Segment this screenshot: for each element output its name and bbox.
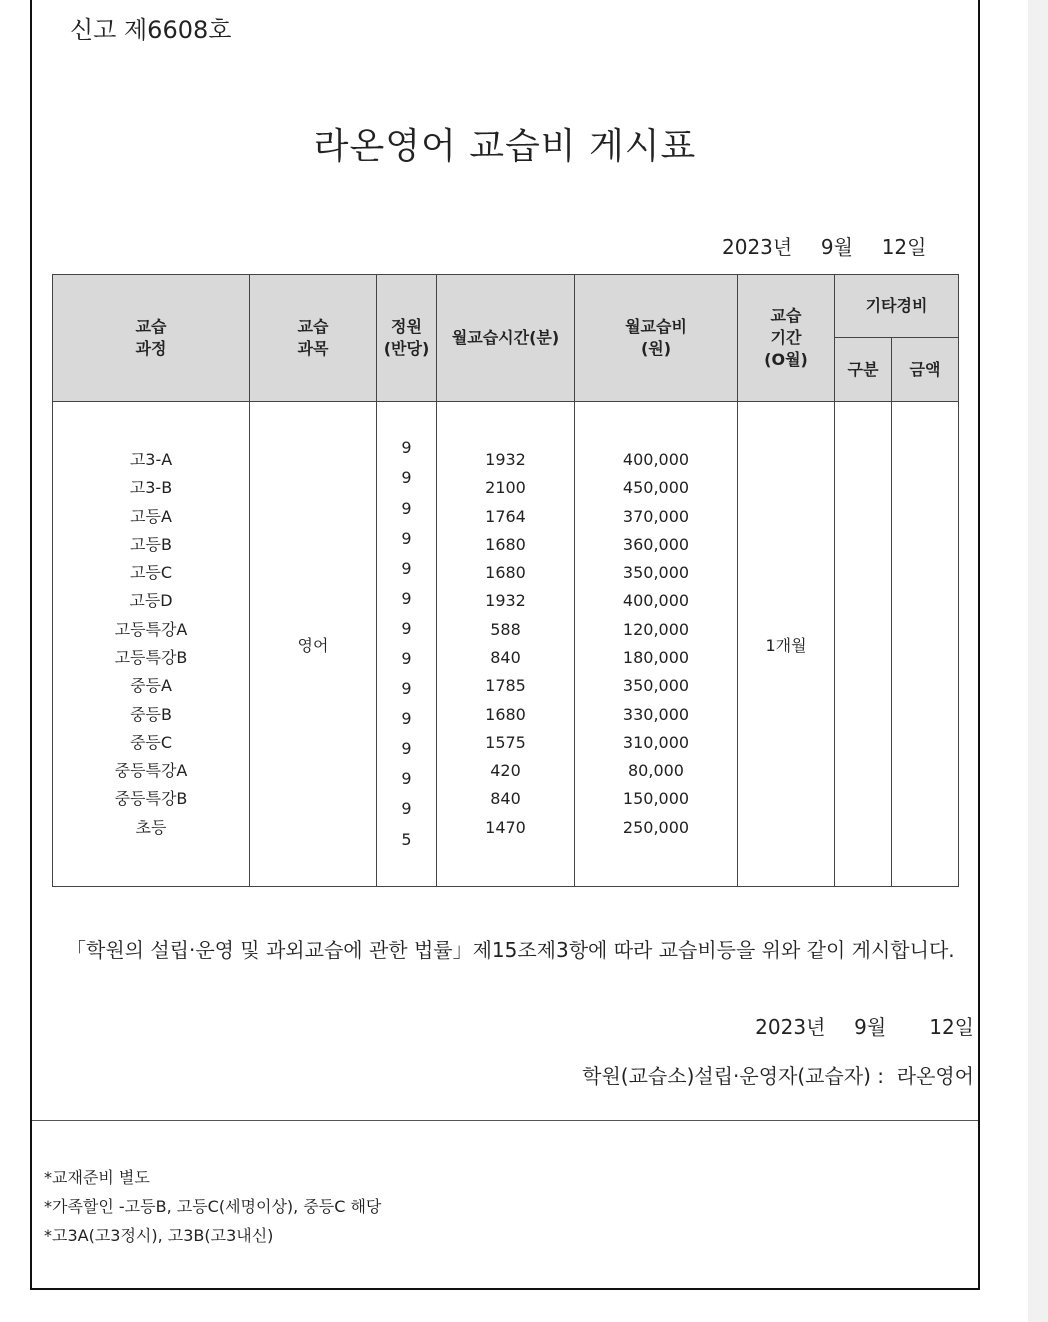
header-monthly-fee: 월교습비 (원) [575, 275, 738, 402]
course-name: 중등특강A [114, 761, 188, 781]
fee-value: 400,000 [622, 449, 690, 469]
minutes-value: 1785 [485, 676, 526, 696]
registration-number: 신고 제6608호 [70, 16, 232, 44]
minutes-value: 1764 [485, 506, 526, 526]
fee-notice-document [30, 0, 980, 1290]
fee-value: 150,000 [622, 789, 690, 809]
fee-value: 450,000 [622, 478, 690, 498]
minutes-value: 1470 [485, 817, 526, 837]
document-title: 라온영어 교습비 게시표 [313, 126, 697, 167]
minutes-value: 420 [490, 761, 521, 781]
header-period: 교습 기간 (O월) [738, 275, 835, 402]
header-other-expenses: 기타경비 [835, 275, 959, 338]
capacity-value: 9 [401, 618, 412, 638]
minutes-value: 2100 [485, 478, 526, 498]
course-name: 중등A [130, 676, 172, 696]
minutes-value: 840 [490, 648, 521, 667]
fee-value: 370,000 [622, 506, 690, 526]
course-name: 고등D [129, 591, 173, 611]
divider [32, 1120, 978, 1121]
fee-value: 400,000 [622, 591, 690, 611]
capacity-value: 9 [401, 588, 412, 608]
header-capacity: 정원 (반당) [377, 275, 437, 402]
header-other-type: 구분 [835, 338, 892, 402]
notes [44, 1163, 381, 1250]
fee-value: 330,000 [622, 704, 690, 724]
minutes-value: 1680 [485, 534, 526, 554]
header-subject: 교습 과목 [250, 275, 377, 402]
fee-value: 350,000 [622, 563, 690, 583]
subject-cell: 영어 [250, 402, 377, 887]
fee-value: 360,000 [622, 534, 690, 554]
course-name: 고등B [130, 534, 172, 554]
founder-line: 학원(교습소)설립·운영자(교습자) : 라온영어 [582, 1064, 974, 1088]
capacity-value: 9 [401, 498, 412, 518]
capacity-value: 9 [401, 769, 412, 789]
scrollbar-track[interactable] [1028, 0, 1048, 1322]
fee-value: 250,000 [622, 817, 690, 837]
capacity-value: 9 [401, 709, 412, 729]
capacity-value: 9 [401, 739, 412, 759]
minutes-value: 1680 [485, 563, 526, 583]
capacity-value: 9 [401, 528, 412, 548]
course-name: 고3-B [129, 478, 173, 498]
capacity-value: 9 [401, 799, 412, 819]
fee-value: 350,000 [622, 676, 690, 696]
header-other-amount: 금액 [892, 338, 959, 402]
capacity-value: 9 [401, 649, 412, 668]
course-name: 고등특강B [114, 648, 188, 667]
course-name: 초등 [135, 817, 167, 837]
fee-value: 120,000 [622, 619, 690, 639]
other-amount-cell [892, 402, 959, 887]
minutes-column [437, 402, 575, 887]
course-name: 중등B [130, 704, 172, 724]
minutes-value: 588 [490, 619, 521, 639]
header-monthly-minutes: 월교습시간(분) [437, 275, 575, 402]
capacity-value: 5 [401, 829, 412, 849]
capacity-value: 9 [401, 679, 412, 699]
note-item: *고3A(고3정시), 고3B(고3내신) [44, 1226, 274, 1245]
minutes-value: 1575 [485, 732, 526, 752]
note-item: *가족할인 -고등B, 고등C(세명이상), 중등C 해당 [44, 1197, 382, 1216]
course-name: 고3-A [129, 449, 173, 469]
fee-value: 80,000 [628, 761, 684, 781]
course-name: 고등C [129, 563, 173, 583]
capacity-column [377, 402, 437, 887]
signature-date: 2023년 9월 12일 [755, 1015, 974, 1039]
tuition-fee-table [52, 274, 959, 887]
other-type-cell [835, 402, 892, 887]
capacity-value: 9 [401, 438, 412, 458]
note-item: *교재준비 별도 [44, 1168, 150, 1187]
capacity-value: 9 [401, 558, 412, 578]
legal-statement: 「학원의 설립·운영 및 과외교습에 관한 법률」제15조제3항에 따라 교습비등을 위와 같이 게시합니다. [66, 938, 955, 962]
fee-value: 310,000 [622, 732, 690, 752]
course-name: 고등특강A [114, 619, 188, 639]
course-name: 중등특강B [114, 789, 188, 809]
minutes-value: 840 [490, 789, 521, 809]
course-column [53, 402, 250, 887]
period-cell: 1개월 [738, 402, 835, 887]
minutes-value: 1932 [485, 591, 526, 611]
capacity-value: 9 [401, 468, 412, 488]
minutes-value: 1932 [485, 449, 526, 469]
notice-date: 2023년 9월 12일 [722, 235, 927, 259]
header-course: 교습 과정 [53, 275, 250, 402]
fee-column [575, 402, 738, 887]
course-name: 고등A [130, 506, 172, 526]
minutes-value: 1680 [485, 704, 526, 724]
course-name: 중등C [129, 732, 173, 752]
fee-value: 180,000 [622, 648, 690, 667]
